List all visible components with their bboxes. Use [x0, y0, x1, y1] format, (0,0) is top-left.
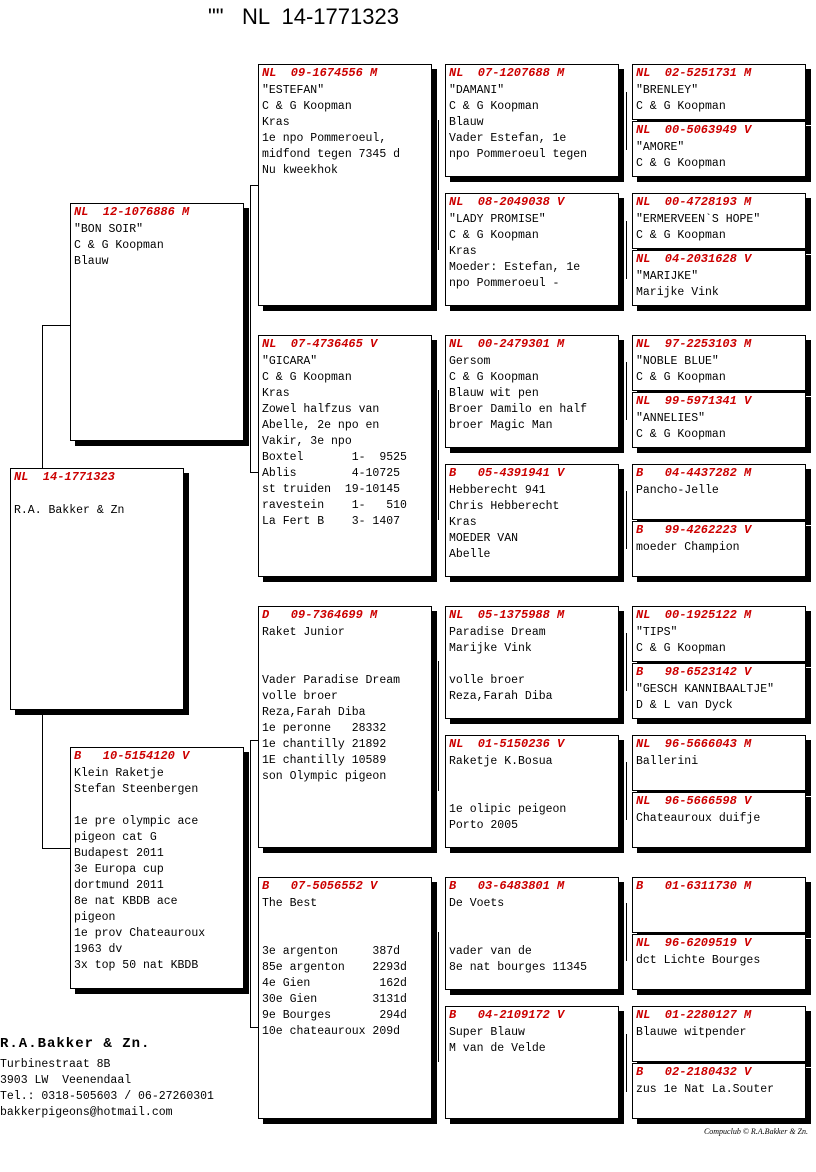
page-title: "" NL 14-1771323 — [208, 4, 399, 29]
ring-number: B 07-5056552 V — [262, 879, 378, 893]
pigeon-info-line: Vader Paradise Dream — [262, 674, 401, 687]
pigeon-info-line: C & G Koopman — [449, 100, 539, 113]
pedigree-card-g11[interactable] — [632, 735, 806, 791]
pedigree-card-dsd[interactable] — [445, 735, 619, 848]
connector-line — [626, 633, 627, 691]
pigeon-info-line: C & G Koopman — [636, 157, 726, 170]
pigeon-info-line: Hebberecht 941 — [449, 484, 546, 497]
pigeon-info-line: 1e peronne 28332 — [262, 722, 387, 735]
pigeon-info-line: 1e prov Chateauroux — [74, 927, 206, 940]
ring-number: D 09-7364699 M — [262, 608, 378, 622]
pigeon-info-line: "ESTEFAN" — [262, 84, 325, 97]
pigeon-info-line — [449, 770, 615, 786]
connector-line — [626, 221, 627, 279]
owner-name: R.A.Bakker & Zn. — [0, 1036, 151, 1052]
pigeon-info-line: Blauw — [449, 116, 484, 129]
ring-number: B 99-4262223 V — [636, 523, 752, 537]
pigeon-info-line: Blauwe witpender — [636, 1026, 747, 1039]
pigeon-info-line: son Olympic pigeon — [262, 770, 387, 783]
ring-number: NL 14-1771323 — [14, 470, 115, 484]
pigeon-info-line: 3e argenton 387d — [262, 945, 401, 958]
owner-email[interactable]: bakkerpigeons@hotmail.com — [0, 1106, 173, 1119]
pedigree-card-sire[interactable] — [70, 203, 244, 441]
pigeon-info-line: "BRENLEY" — [636, 84, 699, 97]
pigeon-info-line: volle broer — [449, 674, 525, 687]
ring-number: NL 96-5666598 V — [636, 794, 752, 808]
pedigree-card-dd[interactable] — [258, 877, 432, 1119]
connector-line — [42, 848, 71, 849]
pedigree-card-ddd[interactable] — [445, 1006, 619, 1119]
ring-number: NL 01-2280127 M — [636, 1008, 752, 1022]
ring-number: NL 05-1375988 M — [449, 608, 565, 622]
ring-number: B 04-2109172 V — [449, 1008, 565, 1022]
pigeon-info-line: C & G Koopman — [636, 642, 726, 655]
pigeon-info-line — [262, 641, 428, 657]
pedigree-card-sss[interactable] — [445, 64, 619, 177]
pigeon-info-line — [262, 912, 428, 928]
pedigree-card-g12[interactable] — [632, 792, 806, 848]
pigeon-info-line: 1e pre olympic ace — [74, 815, 199, 828]
pigeon-info-line: "ANNELIES" — [636, 412, 706, 425]
ring-number: B 01-6311730 M — [636, 879, 752, 893]
pigeon-info-line: "AMORE" — [636, 141, 685, 154]
pigeon-info-line: Reza,Farah Diba — [449, 690, 553, 703]
connector-line — [438, 390, 439, 520]
pigeon-info-line: dct Lichte Bourges — [636, 954, 761, 967]
pigeon-info-line: 1e chantilly 21892 — [262, 738, 387, 751]
pigeon-info-line: C & G Koopman — [262, 100, 352, 113]
pigeon-info-line: "DAMANI" — [449, 84, 505, 97]
pigeon-info-line: dortmund 2011 — [74, 879, 164, 892]
ring-number: B 98-6523142 V — [636, 665, 752, 679]
pigeon-info-line: Gersom — [449, 355, 491, 368]
connector-line — [626, 92, 627, 150]
pigeon-info-line: Vader Estefan, 1e — [449, 132, 567, 145]
copyright-footer: Compuclub © R.A.Bakker & Zn. — [703, 1127, 808, 1136]
pigeon-info-line: "GESCH KANNIBAALTJE" — [636, 683, 775, 696]
pigeon-info-line: 8e nat bourges 11345 — [449, 961, 588, 974]
pigeon-info-line: zus 1e Nat La.Souter — [636, 1083, 775, 1096]
pigeon-info-line: st truiden 19-10145 — [262, 483, 401, 496]
pigeon-info-line: 9e Bourges 294d — [262, 1009, 407, 1022]
pigeon-info-line: pigeon — [74, 911, 116, 924]
pedigree-card-subject[interactable] — [10, 468, 184, 710]
pigeon-info-line — [449, 912, 615, 928]
pigeon-info-line: Porto 2005 — [449, 819, 519, 832]
pedigree-card-g4[interactable] — [632, 250, 806, 306]
ring-number: B 05-4391941 V — [449, 466, 565, 480]
pigeon-info-line: broer Magic Man — [449, 419, 553, 432]
connector-line — [250, 740, 258, 741]
pigeon-info-line: Super Blauw — [449, 1026, 525, 1039]
pigeon-info-line: Kras — [449, 245, 477, 258]
pigeon-info-line: Ablis 4-10725 — [262, 467, 401, 480]
pigeon-info-line: vader van de — [449, 945, 532, 958]
pedigree-card-g6[interactable] — [632, 392, 806, 448]
pigeon-info-line: moeder Champion — [636, 541, 740, 554]
ring-number: NL 08-2049038 V — [449, 195, 565, 209]
pigeon-info-line: Blauw wit pen — [449, 387, 539, 400]
pigeon-info-line: Raket Junior — [262, 626, 345, 639]
pigeon-info-line: "GICARA" — [262, 355, 318, 368]
pedigree-card-g15[interactable] — [632, 1006, 806, 1062]
owner-address: Turbinestraat 8B — [0, 1058, 111, 1071]
connector-line — [250, 740, 251, 1027]
pigeon-info-line: 85e argenton 2293d — [262, 961, 407, 974]
pedigree-card-g2[interactable] — [632, 121, 806, 177]
ring-number: B 10-5154120 V — [74, 749, 190, 763]
ring-number: NL 04-2031628 V — [636, 252, 752, 266]
pigeon-info-line: volle broer — [262, 690, 338, 703]
pigeon-info-line: Nu kweekhok — [262, 164, 338, 177]
pigeon-info-line: Marijke Vink — [636, 286, 719, 299]
pigeon-info-line: ravestein 1- 510 — [262, 499, 407, 512]
pedigree-card-dds[interactable] — [445, 877, 619, 990]
pigeon-info-line: Moeder: Estefan, 1e — [449, 261, 581, 274]
pigeon-info-line: C & G Koopman — [74, 239, 164, 252]
connector-line — [626, 903, 627, 961]
pigeon-info-line: The Best — [262, 897, 318, 910]
ring-number: NL 07-4736465 V — [262, 337, 378, 351]
pigeon-info-line: 3x top 50 nat KBDB — [74, 959, 199, 972]
pigeon-info-line: "BON SOIR" — [74, 223, 144, 236]
pedigree-card-g9[interactable] — [632, 606, 806, 662]
pigeon-info-line: 1963 dv — [74, 943, 123, 956]
connector-line — [250, 185, 258, 186]
pigeon-info-line: pigeon cat G — [74, 831, 157, 844]
pigeon-info-line: Blauw — [74, 255, 109, 268]
pedigree-card-dam[interactable] — [70, 747, 244, 989]
pigeon-info-line: Marijke Vink — [449, 642, 532, 655]
ring-number: B 02-2180432 V — [636, 1065, 752, 1079]
pigeon-info-line: Reza,Farah Diba — [262, 706, 366, 719]
ring-number: NL 96-6209519 V — [636, 936, 752, 950]
connector-line — [626, 362, 627, 420]
pedigree-card-g7[interactable] — [632, 464, 806, 520]
pigeon-info-line — [74, 798, 240, 814]
pigeon-info-line: De Voets — [449, 897, 505, 910]
pedigree-card-g1[interactable] — [632, 64, 806, 120]
pigeon-info-line — [449, 657, 615, 673]
pigeon-info-line: npo Pommeroeul tegen — [449, 148, 588, 161]
pigeon-info-line: npo Pommeroeul - — [449, 277, 560, 290]
owner-postcode: 3903 LW Veenendaal — [0, 1074, 132, 1087]
pigeon-info-line: Zowel halfzus van — [262, 403, 380, 416]
pigeon-info-line — [449, 786, 615, 802]
connector-line — [438, 932, 439, 1062]
connector-line — [438, 120, 439, 250]
pigeon-info-line: C & G Koopman — [636, 100, 726, 113]
ring-number: NL 96-5666043 M — [636, 737, 752, 751]
pigeon-info-line — [14, 487, 180, 503]
pigeon-info-line: Kras — [449, 516, 477, 529]
pigeon-info-line — [449, 928, 615, 944]
pigeon-info-line: Kras — [262, 116, 290, 129]
ring-number: NL 07-1207688 M — [449, 66, 565, 80]
pigeon-info-line: "ERMERVEEN`S HOPE" — [636, 213, 761, 226]
pigeon-info-line: C & G Koopman — [262, 371, 352, 384]
pedigree-card-sds[interactable] — [445, 335, 619, 448]
pigeon-info-line — [262, 657, 428, 673]
pigeon-info-line: Broer Damilo en half — [449, 403, 588, 416]
pigeon-info-line: Budapest 2011 — [74, 847, 164, 860]
pigeon-info-line: MOEDER VAN — [449, 532, 519, 545]
pigeon-info-line: 10e chateauroux 209d — [262, 1025, 401, 1038]
pedigree-card-ssd[interactable] — [445, 193, 619, 306]
pedigree-card-g3[interactable] — [632, 193, 806, 249]
pigeon-info-line: 1e olipic peigeon — [449, 803, 567, 816]
pigeon-info-line: Boxtel 1- 9525 — [262, 451, 407, 464]
connector-line — [42, 325, 71, 326]
pigeon-info-line: 4e Gien 162d — [262, 977, 407, 990]
connector-line — [626, 762, 627, 820]
pigeon-info-line: 8e nat KBDB ace — [74, 895, 178, 908]
pedigree-card-sd[interactable] — [258, 335, 432, 577]
pigeon-info-line: La Fert B 3- 1407 — [262, 515, 401, 528]
pigeon-info-line: midfond tegen 7345 d — [262, 148, 401, 161]
pedigree-card-sdd[interactable] — [445, 464, 619, 577]
pigeon-info-line: Abelle, 2e npo en — [262, 419, 380, 432]
ring-number: NL 09-1674556 M — [262, 66, 378, 80]
ring-number: NL 00-5063949 V — [636, 123, 752, 137]
connector-line — [250, 472, 258, 473]
pigeon-info-line: C & G Koopman — [449, 229, 539, 242]
pigeon-info-line: 30e Gien 3131d — [262, 993, 407, 1006]
pedigree-card-g16[interactable] — [632, 1063, 806, 1119]
pigeon-info-line: Klein Raketje — [74, 767, 164, 780]
pigeon-info-line: Vakir, 3e npo — [262, 435, 352, 448]
ring-number: NL 00-1925122 M — [636, 608, 752, 622]
pigeon-info-line: Kras — [262, 387, 290, 400]
pigeon-info-line: "NOBLE BLUE" — [636, 355, 719, 368]
ring-number: NL 97-2253103 M — [636, 337, 752, 351]
pedigree-card-g14[interactable] — [632, 934, 806, 990]
pedigree-card-dss[interactable] — [445, 606, 619, 719]
pedigree-card-g10[interactable] — [632, 663, 806, 719]
connector-line — [626, 491, 627, 549]
pigeon-info-line: D & L van Dyck — [636, 699, 733, 712]
pigeon-info-line: Abelle — [449, 548, 491, 561]
connector-line — [250, 1027, 258, 1028]
pigeon-info-line: Raketje K.Bosua — [449, 755, 553, 768]
ring-number: NL 01-5150236 V — [449, 737, 565, 751]
pedigree-card-g13[interactable] — [632, 877, 806, 933]
pigeon-info-line: "MARIJKE" — [636, 270, 699, 283]
pigeon-info-line: C & G Koopman — [449, 371, 539, 384]
pedigree-card-ds[interactable] — [258, 606, 432, 848]
pigeon-info-line: C & G Koopman — [636, 428, 726, 441]
ring-number: NL 99-5971341 V — [636, 394, 752, 408]
ring-number: NL 12-1076886 M — [74, 205, 190, 219]
pigeon-info-line: C & G Koopman — [636, 371, 726, 384]
pigeon-info-line: C & G Koopman — [636, 229, 726, 242]
pedigree-card-g5[interactable] — [632, 335, 806, 391]
pigeon-info-line: "LADY PROMISE" — [449, 213, 546, 226]
pigeon-info-line: Paradise Dream — [449, 626, 546, 639]
ring-number: NL 00-4728193 M — [636, 195, 752, 209]
pigeon-info-line: "TIPS" — [636, 626, 678, 639]
connector-line — [42, 325, 43, 470]
owner-phone: Tel.: 0318-505603 / 06-27260301 — [0, 1090, 214, 1103]
pigeon-info-line: Ballerini — [636, 755, 699, 768]
connector-line — [250, 185, 251, 472]
pigeon-info-line: Chateauroux duifje — [636, 812, 761, 825]
pigeon-info-line: M van de Velde — [449, 1042, 546, 1055]
pedigree-card-g8[interactable] — [632, 521, 806, 577]
ring-number: B 03-6483801 M — [449, 879, 565, 893]
pedigree-card-ss[interactable] — [258, 64, 432, 306]
pigeon-info-line: Chris Hebberecht — [449, 500, 560, 513]
connector-line — [626, 1034, 627, 1092]
ring-number: NL 00-2479301 M — [449, 337, 565, 351]
connector-line — [438, 661, 439, 791]
pigeon-info-line: Pancho-Jelle — [636, 484, 719, 497]
pigeon-info-line — [262, 928, 428, 944]
connector-line — [42, 710, 43, 848]
pigeon-info-line: 1e npo Pommeroeul, — [262, 132, 387, 145]
ring-number: NL 02-5251731 M — [636, 66, 752, 80]
owner-info — [0, 1035, 214, 1121]
pigeon-info-line: Stefan Steenbergen — [74, 783, 199, 796]
pigeon-info-line: 1E chantilly 10589 — [262, 754, 387, 767]
ring-number: B 04-4437282 M — [636, 466, 752, 480]
pigeon-owner: R.A. Bakker & Zn — [14, 504, 125, 517]
pigeon-info-line: 3e Europa cup — [74, 863, 164, 876]
